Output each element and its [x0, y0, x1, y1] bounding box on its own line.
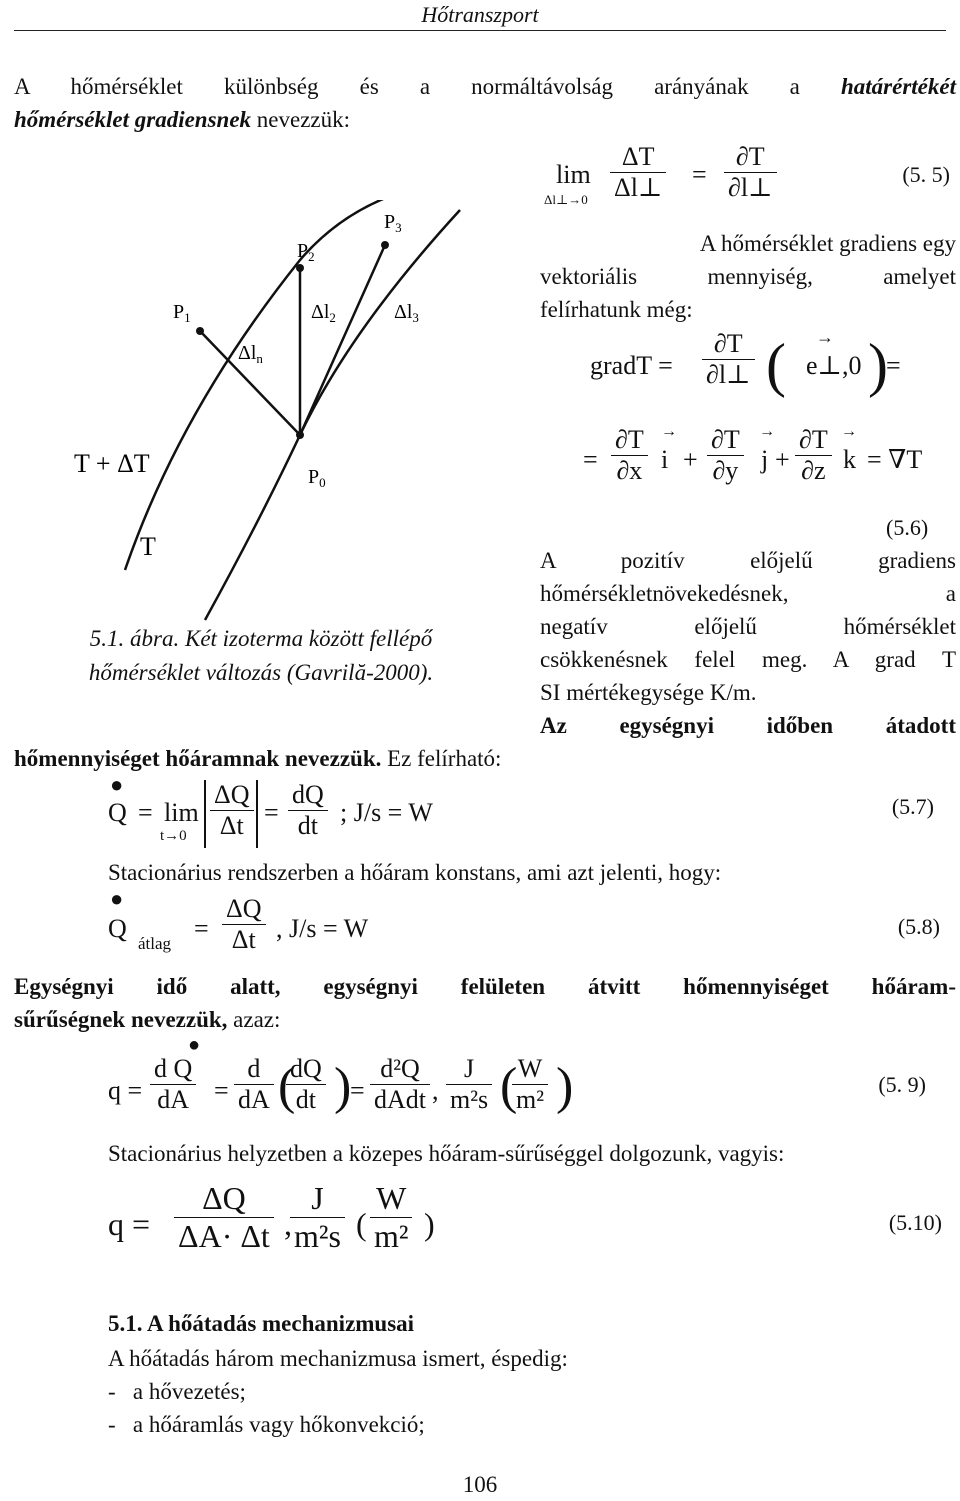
label-p2: $P_2$	[297, 240, 315, 264]
list-item: - a hőáramlás vagy hőkonvekció;	[108, 1412, 425, 1437]
point-p3	[381, 241, 389, 249]
intro-line-2: hőmérséklet gradiensnek nevezzük:	[14, 107, 351, 132]
header-rule	[14, 30, 946, 31]
eq-number-5-9: (5. 9)	[878, 1072, 926, 1097]
arrow-j-icon: →	[759, 423, 775, 440]
equation-5-6-row1: gradT = $\frac{\partial T}{\partial l\perp}$ ( e⊥,0 → ) =	[590, 327, 901, 398]
dot-icon: ●	[188, 1034, 201, 1056]
page-number: 106	[462, 1472, 498, 1497]
label-dl2: $\Delta l_2$	[311, 301, 336, 325]
stationary-line-1: Stacionárius rendszerben a hőáram konstans, ami azt jelenti, hogy:	[108, 860, 722, 885]
point-p1	[196, 327, 204, 335]
arrow-k-icon: →	[841, 423, 857, 440]
label-t: T	[140, 532, 156, 561]
label-p3: $P_3$	[384, 211, 402, 235]
eq-number-5-6: (5.6)	[886, 515, 929, 540]
eq-number-5-7: (5.7)	[891, 794, 934, 819]
label-dl3: $\Delta l_3$	[394, 301, 419, 325]
isotherm-outer	[125, 200, 460, 570]
equation-5-8: ● Q átlag = $\frac{\Delta Q}{\Delta t}$ , J/s = W (5.8)	[108, 886, 940, 954]
density-line-2: sűrűségnek nevezzük, azaz:	[14, 1007, 281, 1032]
dot-icon: ●	[110, 886, 124, 911]
eq-number-5-8: (5.8)	[897, 914, 940, 939]
line-p0-p3	[300, 245, 385, 435]
figure-caption: 5.1. ábra. Két izoterma között fellépő hőmérséklet változás (Gavrilă-2000).	[88, 626, 434, 685]
heat-flow-line: hőmennyiséget hőáramnak nevezzük. Ez felírható:	[14, 746, 502, 771]
equation-5-7: ● Q = lim t→0 $\frac{\Delta Q}{\Delta t}$ = $\frac{dQ}{dt}$ ; J/s = W (5.7)	[108, 780, 948, 860]
equation-5-5: lim Δl⊥→0 $\frac{\Delta T}{\Delta l\perp}$ = $\frac{\partial T}{\partial l\perp}$ (5. 5)	[544, 142, 950, 207]
section-title: 5.1. A hőátadás mechanizmusai	[108, 1311, 415, 1336]
intro-line-1: A hőmérséklet különbség és a normáltávolság arányának a határértékét	[14, 74, 956, 99]
running-header	[0, 0, 960, 34]
section-intro: A hőátadás három mechanizmusa ismert, éspedig:	[108, 1346, 568, 1371]
label-p0: $P_0$	[308, 466, 326, 490]
list-item: - a hővezetés;	[108, 1379, 246, 1404]
equation-5-9: ● q = $\frac{\text{d Q}}{dA}$ = $\frac{d}{dA}$ ( $\frac{dQ}{dt}$ ) = d²Q dAdt , $\frac{J}{\text{m²s}}$ ( $\frac{W}{\text{m²}}$ ) (5. 9)	[108, 1034, 926, 1115]
equation-5-6-row2: = $\frac{\partial T}{\partial x}$ i → + $\frac{\partial T}{\partial y}$ j → + $\frac{\partial T}{\partial z}$ k → = ∇T	[583, 423, 923, 485]
eq-number-5-10: (5.10)	[888, 1210, 942, 1235]
label-t-plus-dt: T + ΔT	[74, 449, 150, 478]
point-p2	[296, 264, 304, 272]
equation-5-10: q = $\frac{\Delta Q}{\Delta A\cdot \Delta t}$ , $\frac{J}{\text{m²s}}$ ( $\frac{W}{\text{m²}}$ ) (5.10)	[108, 1180, 942, 1254]
gradient-paragraph: A hőmérséklet gradiens egy vektoriális mennyiség, amelyet felírhatunk még:	[540, 231, 956, 322]
arrow-i-icon: →	[661, 423, 677, 440]
density-line-1: Egységnyi idő alatt, egységnyi felületen átvitt hőmennyiséget hőáram-	[14, 974, 956, 999]
dot-icon: ●	[110, 772, 124, 797]
stationary-line-2: Stacionárius helyzetben a közepes hőáram-sűrűséggel dolgozunk, vagyis:	[108, 1141, 785, 1166]
header-title: Hőtranszport	[421, 2, 539, 27]
isotherm-inner	[205, 210, 460, 620]
vector-arrow-icon: →	[816, 327, 834, 347]
eq-number-5-5: (5. 5)	[902, 162, 950, 187]
label-dln: $\Delta l_n$	[238, 342, 263, 366]
point-p0	[296, 431, 304, 439]
label-p1: $P_1$	[173, 301, 191, 325]
positive-paragraph: A pozitív előjelű gradiens hőmérsékletnövekedésnek, a negatív előjelű hőmérséklet csökkenésnek felel meg. A grad T SI mértékegysége K/m. Az egységnyi időben átadott	[540, 548, 956, 738]
